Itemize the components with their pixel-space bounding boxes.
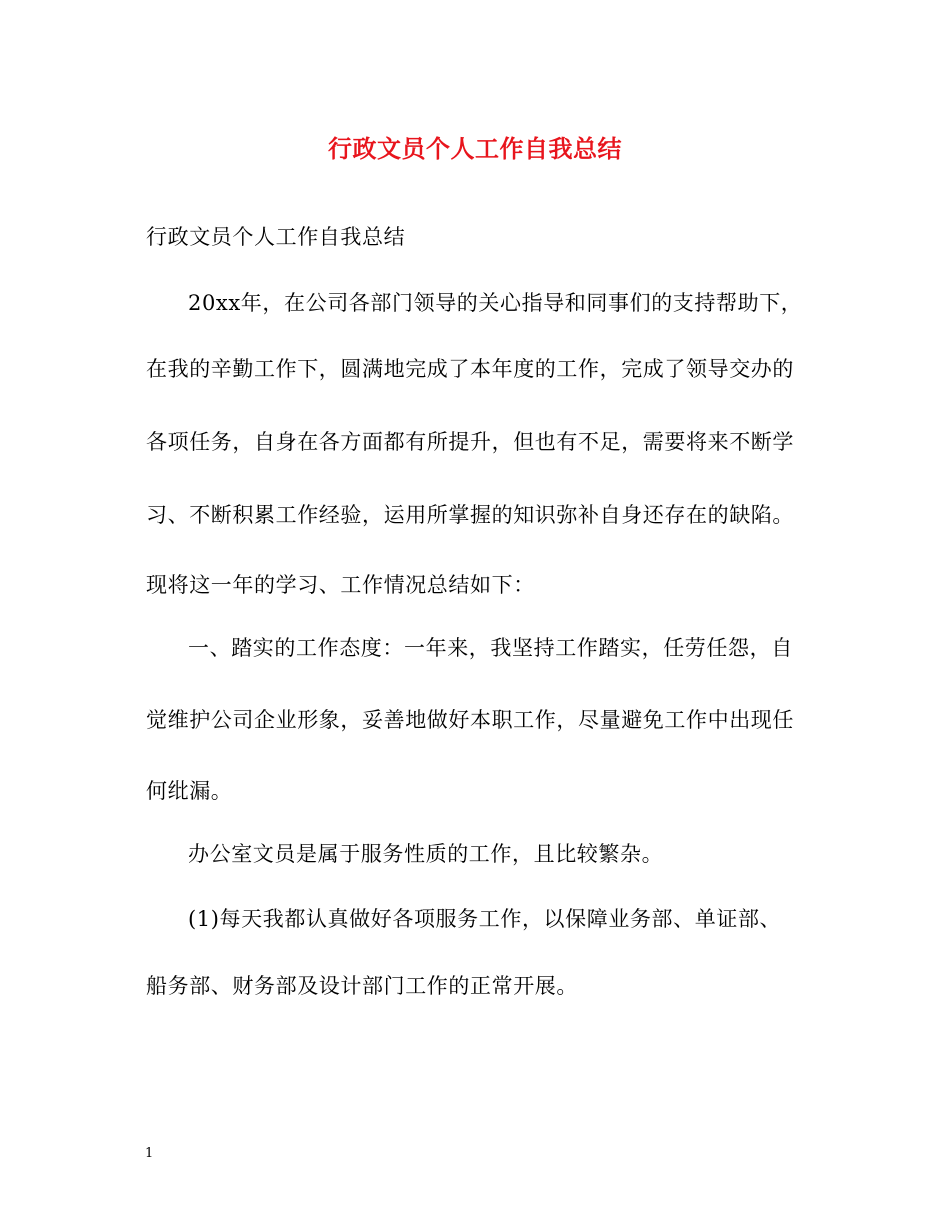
paragraph-line: 各项任务，自身在各方面都有所提升，但也有不足，需要将来不断学	[146, 430, 794, 454]
paragraph-line: 习、不断积累工作经验，运用所掌握的知识弥补自身还存在的缺陷。	[146, 503, 794, 527]
paragraph-line: 船务部、财务部及设计部门工作的正常开展。	[146, 974, 578, 998]
paragraph-line: 现将这一年的学习、工作情况总结如下：	[146, 573, 535, 597]
document-title: 行政文员个人工作自我总结	[328, 134, 622, 163]
paragraph-line: 在我的辛勤工作下，圆满地完成了本年度的工作，完成了领导交办的	[146, 357, 794, 381]
paragraph-line: 办公室文员是属于服务性质的工作，且比较繁杂。	[188, 842, 664, 866]
paragraph-line: 一、踏实的工作态度：一年来，我坚持工作踏实，任劳任怨，自	[188, 636, 793, 660]
paragraph-line: 何纰漏。	[146, 779, 233, 803]
paragraph-line: 20xx年，在公司各部门领导的关心指导和同事们的支持帮助下，	[188, 291, 803, 315]
document-subtitle: 行政文员个人工作自我总结	[146, 225, 406, 249]
page-number: 1	[145, 1146, 154, 1161]
paragraph-line: 觉维护公司企业形象，妥善地做好本职工作，尽量避免工作中出现任	[146, 708, 794, 732]
paragraph-line: (1)每天我都认真做好各项服务工作，以保障业务部、单证部、	[188, 907, 782, 931]
